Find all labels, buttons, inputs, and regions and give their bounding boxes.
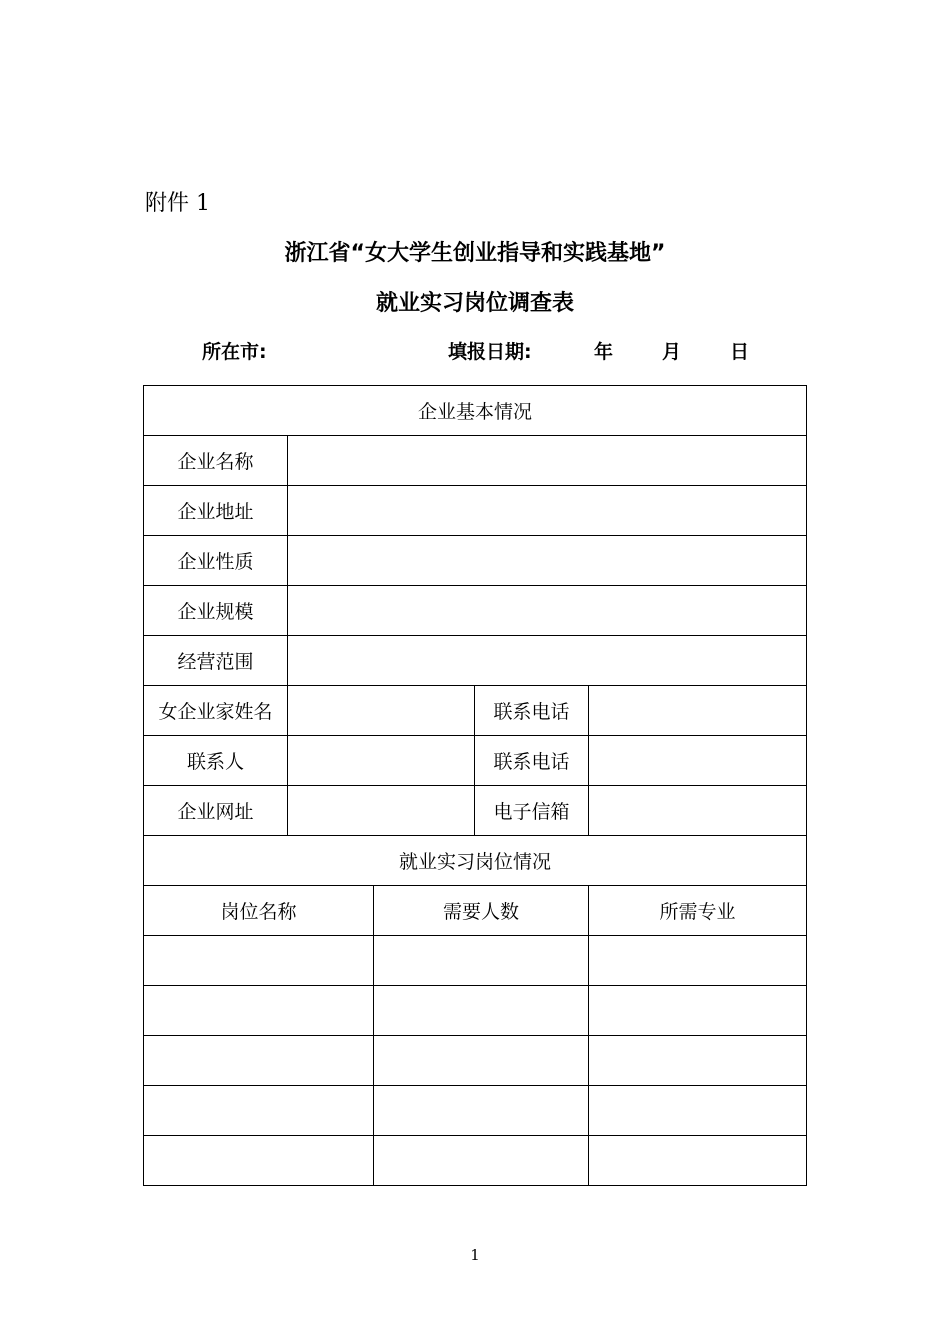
field-email[interactable] [589, 786, 807, 836]
section-header-positions: 就业实习岗位情况 [144, 836, 807, 886]
attachment-label: 附件 1 [145, 191, 210, 216]
label-phone-1: 联系电话 [475, 686, 589, 736]
cell-headcount[interactable] [374, 1086, 589, 1136]
position-row [144, 936, 807, 986]
cell-headcount[interactable] [374, 936, 589, 986]
cell-headcount[interactable] [374, 1036, 589, 1086]
position-row [144, 1086, 807, 1136]
label-email: 电子信箱 [475, 786, 589, 836]
col-header-position-name: 岗位名称 [144, 886, 374, 936]
cell-major[interactable] [589, 1136, 807, 1186]
field-company-nature[interactable] [288, 536, 807, 586]
field-founder-name[interactable] [288, 686, 475, 736]
label-contact-person: 联系人 [144, 736, 288, 786]
survey-table [143, 385, 807, 1186]
date-label: 填报日期: [448, 341, 532, 363]
label-phone-2: 联系电话 [475, 736, 589, 786]
cell-position-name[interactable] [144, 986, 374, 1036]
page-title: 浙江省“女大学生创业指导和实践基地” [284, 241, 666, 266]
cell-headcount[interactable] [374, 986, 589, 1036]
field-company-address[interactable] [288, 486, 807, 536]
field-website[interactable] [288, 786, 475, 836]
position-row [144, 1136, 807, 1186]
cell-major[interactable] [589, 1086, 807, 1136]
label-company-name: 企业名称 [144, 436, 288, 486]
cell-major[interactable] [589, 986, 807, 1036]
cell-major[interactable] [589, 1036, 807, 1086]
label-website: 企业网址 [144, 786, 288, 836]
cell-headcount[interactable] [374, 1136, 589, 1186]
year-label: 年 [594, 341, 614, 363]
day-label: 日 [730, 341, 750, 363]
cell-position-name[interactable] [144, 1036, 374, 1086]
section-header-basic: 企业基本情况 [144, 386, 807, 436]
page-number: 1 [470, 1246, 480, 1264]
position-row [144, 986, 807, 1036]
cell-position-name[interactable] [144, 936, 374, 986]
col-header-major: 所需专业 [589, 886, 807, 936]
month-label: 月 [662, 341, 682, 363]
label-company-nature: 企业性质 [144, 536, 288, 586]
field-contact-person[interactable] [288, 736, 475, 786]
label-business-scope: 经营范围 [144, 636, 288, 686]
city-label: 所在市: [202, 341, 267, 363]
cell-position-name[interactable] [144, 1086, 374, 1136]
field-phone-2[interactable] [589, 736, 807, 786]
label-company-scale: 企业规模 [144, 586, 288, 636]
col-header-headcount: 需要人数 [374, 886, 589, 936]
position-row [144, 1036, 807, 1086]
cell-position-name[interactable] [144, 1136, 374, 1186]
field-phone-1[interactable] [589, 686, 807, 736]
label-founder-name: 女企业家姓名 [144, 686, 288, 736]
cell-major[interactable] [589, 936, 807, 986]
field-company-scale[interactable] [288, 586, 807, 636]
label-company-address: 企业地址 [144, 486, 288, 536]
page-subtitle: 就业实习岗位调查表 [375, 291, 574, 316]
field-company-name[interactable] [288, 436, 807, 486]
field-business-scope[interactable] [288, 636, 807, 686]
